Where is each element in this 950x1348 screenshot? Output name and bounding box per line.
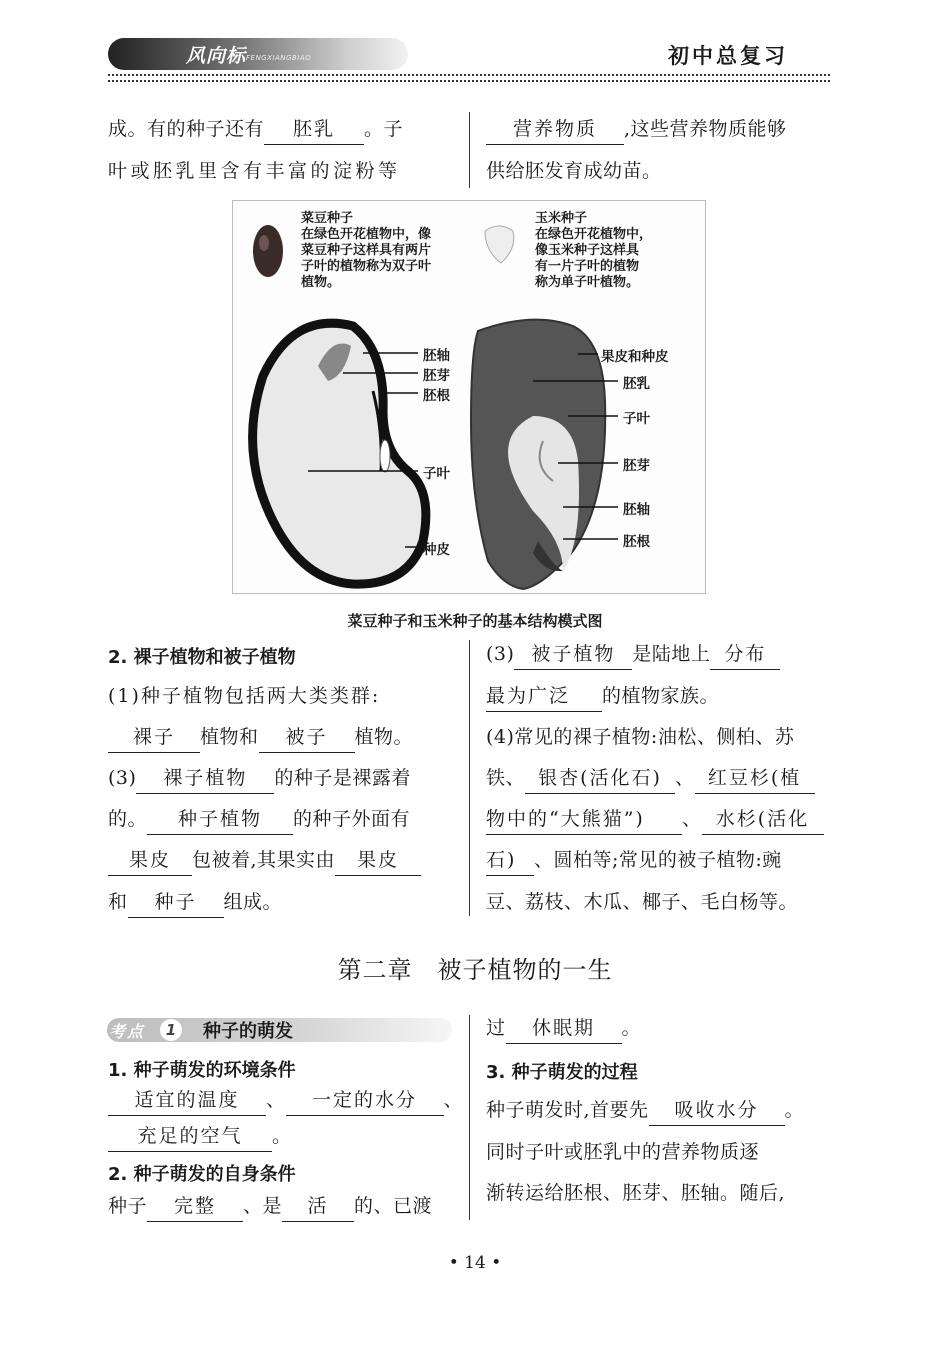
bean-label-seedcoat: 种皮 xyxy=(423,542,450,558)
answer-blank: 分布 xyxy=(710,639,780,670)
top-left-line2: 叶或胚乳里含有丰富的淀粉等 xyxy=(108,160,401,182)
section2-r3: (4)常见的裸子植物:油松、侧柏、苏 xyxy=(486,726,795,748)
section2-r7: 豆、荔枝、木瓜、椰子、毛白杨等。 xyxy=(486,891,799,913)
answer-blank: 最为广泛 xyxy=(486,681,602,712)
corn-note: 玉米种子 在绿色开花植物中， 像玉米种子这样具 有一片子叶的植物 称为单子叶植物。 xyxy=(535,211,653,290)
answer-blank: 裸子植物 xyxy=(136,763,274,794)
top-left-line1: 成。有的种子还有 胚乳 。子 xyxy=(108,109,403,150)
germ-h2: 2. 种子萌发的自身条件 xyxy=(108,1164,296,1185)
kaodian-tag: 考点 xyxy=(109,1022,146,1041)
top-right-line2: 供给胚发育成幼苗。 xyxy=(486,160,662,182)
header-divider xyxy=(108,74,830,76)
germ-r1: 过 休眠期 。 xyxy=(486,1008,641,1049)
bean-label-hypocotyl: 胚轴 xyxy=(423,348,450,364)
column-divider-middle xyxy=(469,640,470,916)
corn-label-pericarp: 果皮和种皮 xyxy=(601,349,669,365)
answer-blank: 吸收水分 xyxy=(649,1095,785,1126)
answer-blank: 被子 xyxy=(259,722,355,753)
corn-label-radicle: 胚根 xyxy=(623,534,650,550)
section2-l4: 的。 种子植物 的种子外面有 xyxy=(108,799,410,840)
corn-label-hypocotyl: 胚轴 xyxy=(623,502,650,518)
header-divider-2 xyxy=(108,80,830,82)
answer-blank: 被子植物 xyxy=(514,639,632,670)
section2-heading: 2. 裸子植物和被子植物 xyxy=(108,647,296,668)
answer-blank: 果皮 xyxy=(335,845,421,876)
germ-r4: 渐转运给胚根、胚芽、胚轴。随后, xyxy=(486,1182,786,1204)
section2-r2: 最为广泛 的植物家族。 xyxy=(486,676,719,717)
kaodian-number: 1 xyxy=(160,1019,182,1041)
answer-blank: 物中的“大熊猫”) xyxy=(486,804,682,835)
answer-blank: 银杏(活化石) xyxy=(525,763,675,794)
bean-note: 菜豆种子 在绿色开花植物中，像 菜豆种子这样具有两片 子叶的植物称为双子叶 植物。 xyxy=(301,211,432,290)
section2-r1: (3) 被子植物 是陆地上 分布 xyxy=(486,634,780,675)
answer-blank: 胚乳 xyxy=(264,114,364,145)
section2-r6: 石) 、圆柏等;常见的被子植物:豌 xyxy=(486,840,782,881)
corn-seed-photo xyxy=(485,226,514,263)
top-right-line1: 营养物质 ,这些营养物质能够 xyxy=(486,109,787,150)
answer-blank: 水杉(活化 xyxy=(702,804,824,835)
answer-blank: 充足的空气 xyxy=(108,1121,272,1152)
section2-l1: (1)种子植物包括两大类类群: xyxy=(108,685,381,707)
corn-label-plumule: 胚芽 xyxy=(623,458,650,474)
answer-blank: 休眠期 xyxy=(506,1013,622,1044)
bean-seed-photo xyxy=(253,225,283,277)
corn-label-cotyledon: 子叶 xyxy=(623,411,650,427)
bean-label-plumule: 胚芽 xyxy=(423,368,450,384)
chapter-title: 第二章 被子植物的一生 xyxy=(337,956,613,984)
germ-h1: 1. 种子萌发的环境条件 xyxy=(108,1060,296,1081)
kaodian-title: 种子的萌发 xyxy=(203,1021,293,1042)
answer-blank: 种子 xyxy=(128,887,224,918)
answer-blank: 种子植物 xyxy=(147,804,293,835)
column-divider-bottom xyxy=(469,1015,470,1220)
section2-r5: 物中的“大熊猫”) 、 水杉(活化 xyxy=(486,799,824,840)
germ-l1: 适宜的温度 、 一定的水分 、 xyxy=(108,1080,463,1121)
section2-r4: 铁、 银杏(活化石) 、 红豆杉(植 xyxy=(486,758,815,799)
header-title: 初中总复习 xyxy=(668,43,788,68)
answer-blank: 红豆杉(植 xyxy=(695,763,815,794)
bean-radicle xyxy=(380,440,390,472)
germ-l3: 种子 完整 、是 活 的、已渡 xyxy=(108,1186,432,1227)
bean-label-radicle: 胚根 xyxy=(423,388,450,404)
seed-structure-figure xyxy=(232,200,706,594)
answer-blank: 裸子 xyxy=(108,722,200,753)
bean-label-cotyledon: 子叶 xyxy=(423,466,450,482)
section2-l3: (3) 裸子植物 的种子是裸露着 xyxy=(108,758,411,799)
section2-l6: 和 种子 组成。 xyxy=(108,882,282,923)
answer-blank: 完整 xyxy=(147,1191,243,1222)
germ-h3: 3. 种子萌发的过程 xyxy=(486,1062,638,1083)
corn-label-endosperm: 胚乳 xyxy=(623,376,650,392)
answer-blank: 适宜的温度 xyxy=(108,1085,266,1116)
answer-blank: 营养物质 xyxy=(486,114,624,145)
answer-blank: 果皮 xyxy=(108,845,192,876)
section2-l2: 裸子 植物和 被子 植物。 xyxy=(108,717,413,758)
germ-r3: 同时子叶或胚乳中的营养物质逐 xyxy=(486,1141,760,1163)
germ-l2: 充足的空气 。 xyxy=(108,1116,292,1157)
figure-caption: 菜豆种子和玉米种子的基本结构模式图 xyxy=(347,612,603,630)
page-number: • 14 • xyxy=(448,1253,502,1273)
logo-subtitle: FENGXIANGBIAO xyxy=(246,54,312,62)
section2-l5: 果皮 包被着,其果实由 果皮 xyxy=(108,840,421,881)
column-divider-top xyxy=(469,112,470,188)
answer-blank: 活 xyxy=(282,1191,354,1222)
answer-blank: 石) xyxy=(486,845,534,876)
logo-text: 风向标 xyxy=(186,45,247,67)
answer-blank: 一定的水分 xyxy=(286,1085,444,1116)
germ-r2: 种子萌发时,首要先 吸收水分 。 xyxy=(486,1090,804,1131)
